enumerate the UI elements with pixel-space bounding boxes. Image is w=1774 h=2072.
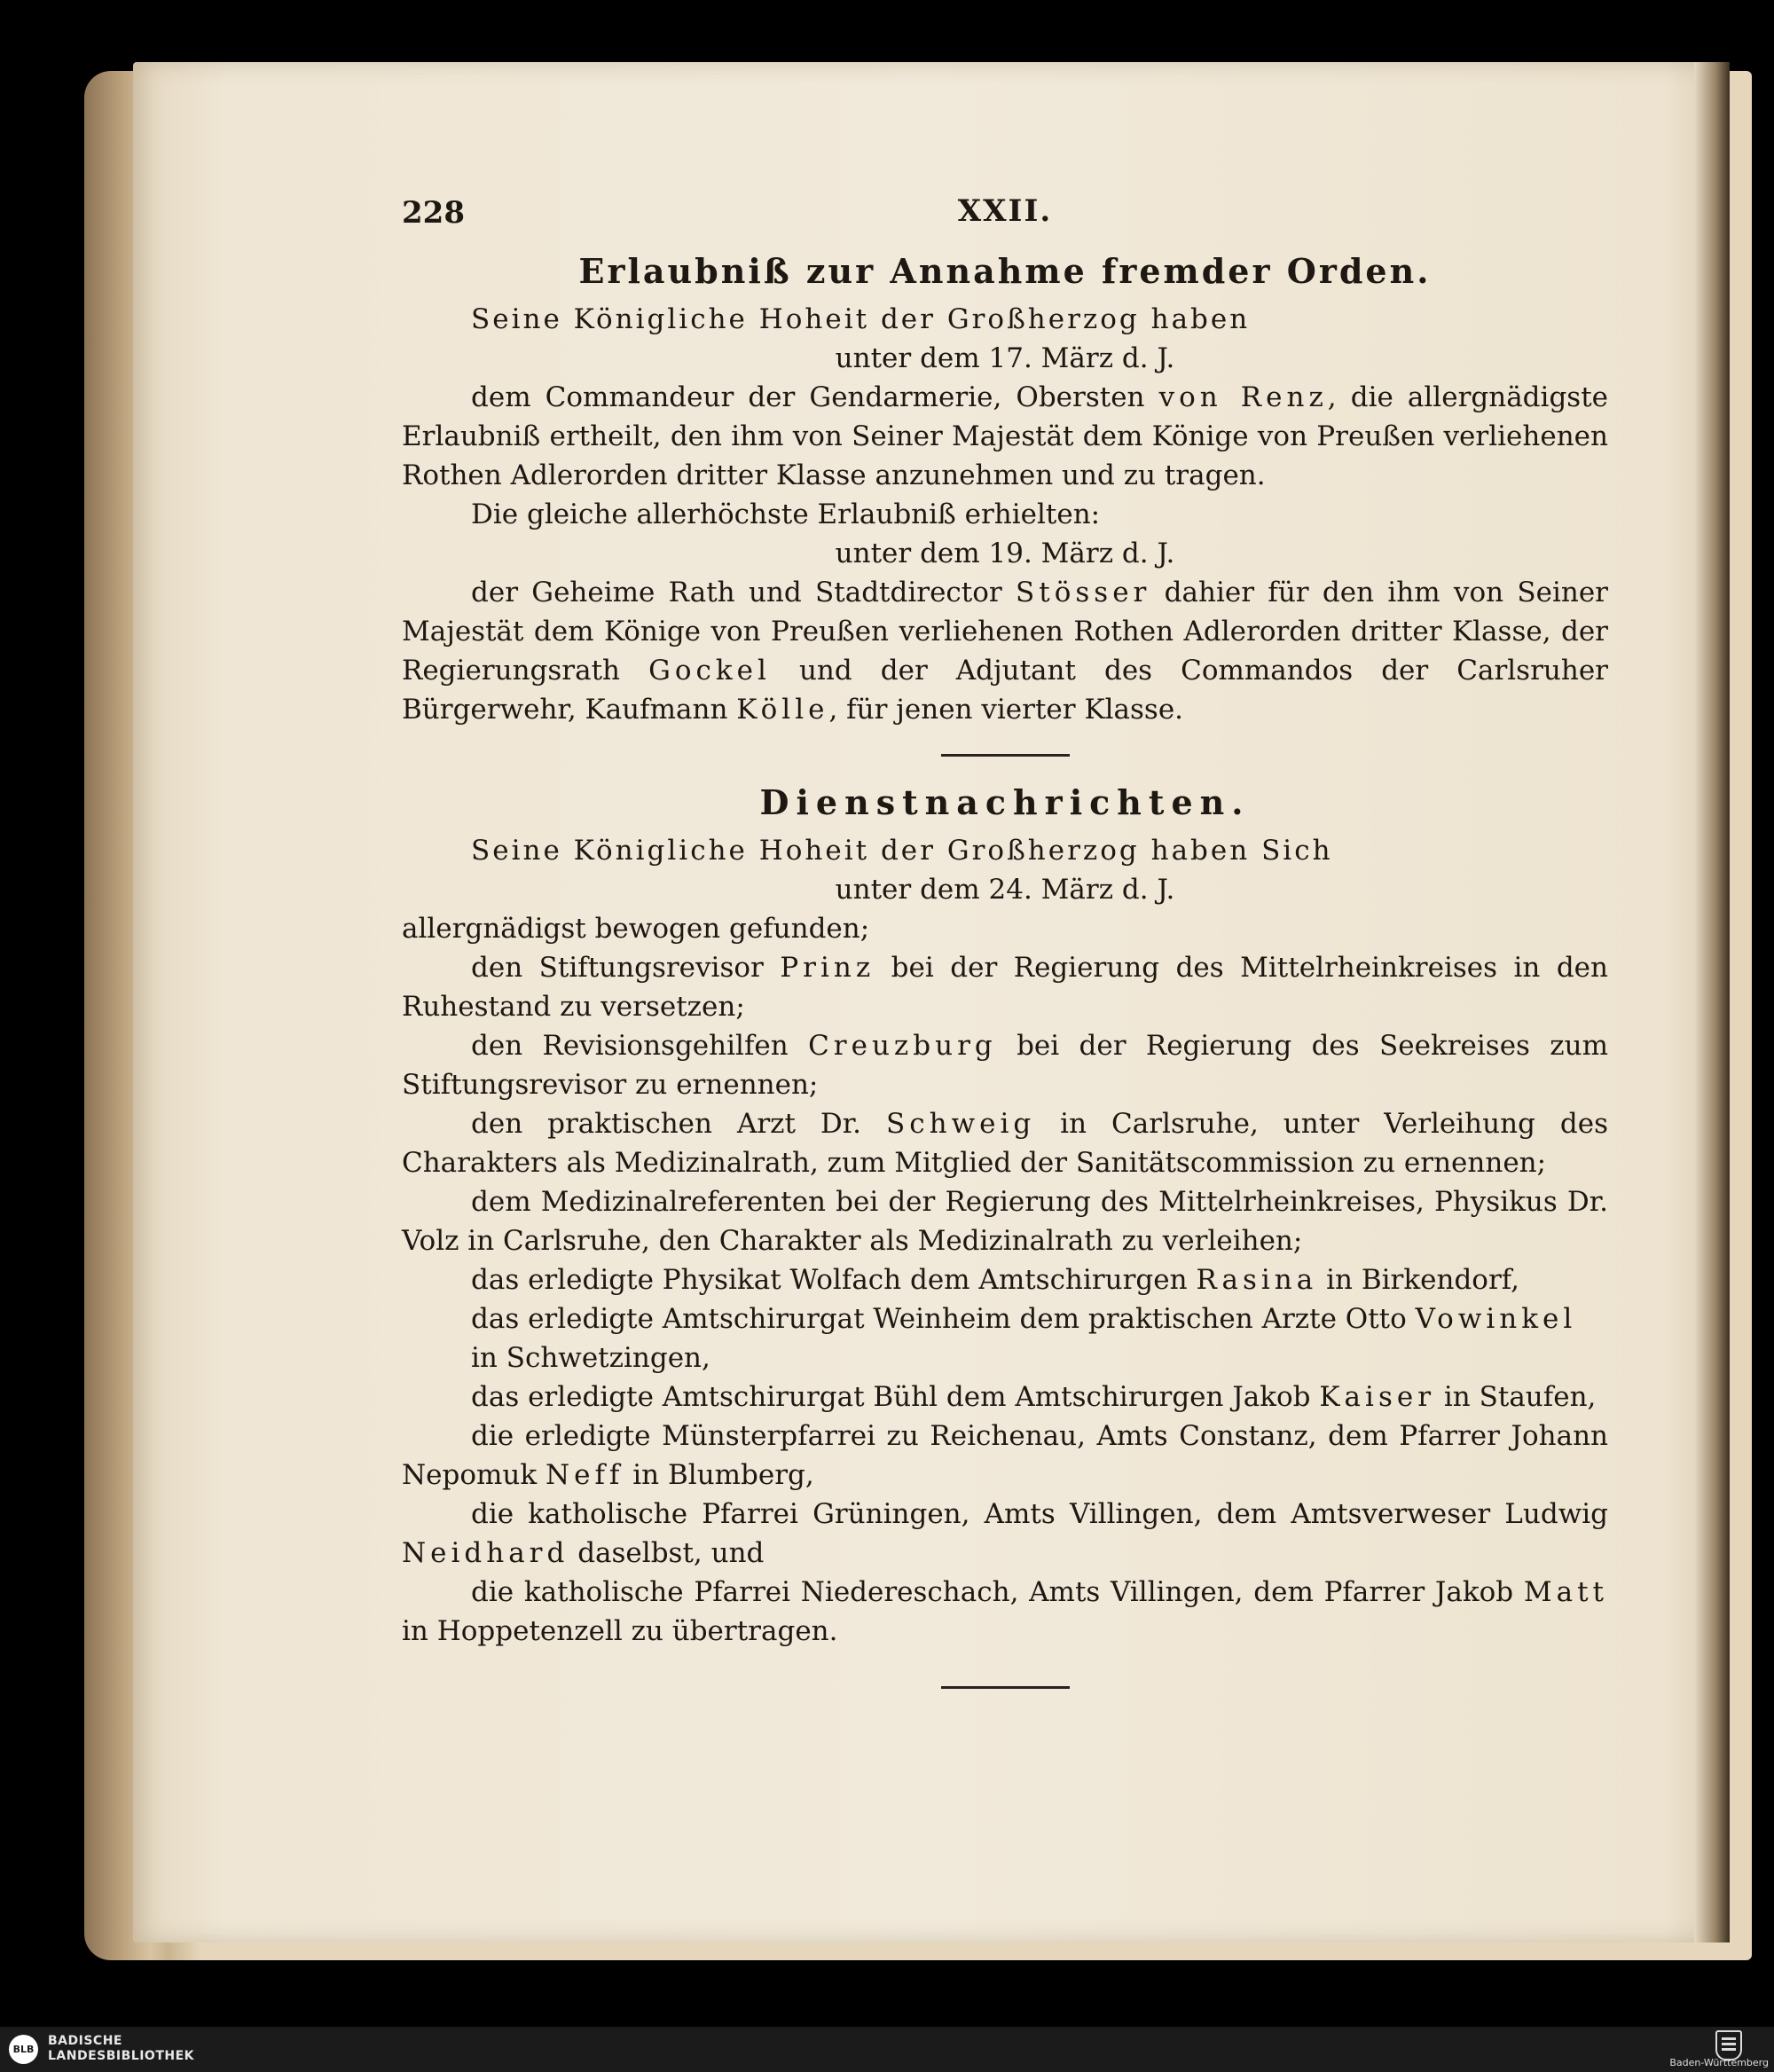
- person-name: Prinz: [780, 952, 875, 984]
- service-item-2: den Revisionsgehilfen Creuzburg bei der Regierung des Seekreises zum Stiftungsrevisor zu ernennen;: [402, 1030, 1608, 1101]
- person-name: Gockel: [648, 655, 771, 687]
- page-header: [402, 184, 1608, 238]
- service-item-5: das erledigte Physikat Wolfach dem Amtschirurgen Rasina in Birkendorf,: [471, 1264, 1519, 1296]
- service-item-1: den Stiftungsrevisor Prinz bei der Regierung des Mittelrheinkreises in den Ruhestand zu versetzen;: [402, 952, 1608, 1023]
- issue-number: XXII.: [957, 193, 1053, 229]
- person-name: Stösser: [1016, 577, 1151, 608]
- person-name: Schweig: [886, 1108, 1036, 1140]
- person-name: Neff: [545, 1459, 624, 1491]
- page-number: 228: [402, 195, 465, 231]
- section-title-service: Dienstnachrichten.: [759, 782, 1251, 822]
- service-item-4: dem Medizinalreferenten bei der Regierung des Mittelrheinkreises, Physikus Dr. Volz in Carlsruhe, den Charakter als Medizinalrath zu verleihen;: [402, 1186, 1608, 1257]
- service-item-8: die erledigte Münsterpfarrei zu Reichenau, Amts Constanz, dem Pfarrer Johann Nepomuk Neff in Blumberg,: [402, 1420, 1608, 1491]
- service-item-9: die katholische Pfarrei Grüningen, Amts Villingen, dem Amtsverweser Ludwig Neidhard daselbst, und: [402, 1498, 1608, 1569]
- section2-lead: Seine Königliche Hoheit der Großherzog haben Sich: [471, 835, 1333, 867]
- coat-of-arms-icon[interactable]: [1715, 2030, 1742, 2060]
- service-item-6: das erledigte Amtschirurgat Weinheim dem praktischen Arzte Otto Vowinkel in Schwetzingen,: [471, 1303, 1577, 1374]
- state-name: Baden-Württemberg: [1669, 2057, 1769, 2068]
- blb-logo-icon[interactable]: BLB: [9, 2035, 38, 2064]
- section-title-orders: Erlaubniß zur Annahme fremder Orden.: [578, 251, 1432, 291]
- person-name: von Renz: [1158, 381, 1328, 413]
- person-name: Matt: [1523, 1576, 1608, 1608]
- person-name: Rasina: [1196, 1264, 1318, 1296]
- page-spine: [1694, 62, 1730, 1942]
- service-item-3: den praktischen Arzt Dr. Schweig in Carlsruhe, unter Verleihung des Charakters als Medizinalrath, zum Mitglied der Sanitätscommission zu ernennen;: [402, 1108, 1608, 1179]
- section2-intro: allergnädigst bewogen gefunden;: [402, 913, 870, 945]
- viewer-footer-bar: [0, 2027, 1774, 2072]
- page-text: [402, 184, 1608, 1715]
- person-name: Vowinkel: [1415, 1303, 1577, 1335]
- section1-paragraph2: Die gleiche allerhöchste Erlaubniß erhielten:: [471, 498, 1101, 530]
- service-item-7: das erledigte Amtschirurgat Bühl dem Amtschirurgen Jakob Kaiser in Staufen,: [471, 1381, 1597, 1413]
- end-divider: [941, 1686, 1070, 1689]
- person-name: Kaiser: [1319, 1381, 1436, 1413]
- section-divider: [941, 754, 1070, 757]
- section1-paragraph1: dem Commandeur der Gendarmerie, Obersten von Renz, die allergnädigste Erlaubniß ertheilt, den ihm von Seiner Majestät dem Könige von Preußen verliehenen Rothen Adlerorden dritter Klasse anzunehmen und zu tragen.: [402, 381, 1608, 491]
- section2-date: unter dem 24. März d. J.: [835, 874, 1175, 906]
- person-name: Creuzburg: [808, 1030, 997, 1062]
- section1-date1: unter dem 17. März d. J.: [835, 342, 1175, 374]
- section1-paragraph3: der Geheime Rath und Stadtdirector Stösser dahier für den ihm von Seiner Majestät dem Könige von Preußen verliehenen Rothen Adlerorden dritter Klasse, der Regierungsrath Gockel und der Adjutant des Commandos der Carlsruher Bürgerwehr, Kaufmann Kölle, für jenen vierter Klasse.: [402, 577, 1609, 726]
- person-name: Neidhard: [402, 1537, 569, 1569]
- service-item-10: die katholische Pfarrei Niedereschach, Amts Villingen, dem Pfarrer Jakob Matt in Hoppetenzell zu übertragen.: [402, 1576, 1608, 1647]
- person-name: Kölle: [736, 694, 829, 726]
- section1-lead: Seine Königliche Hoheit der Großherzog haben: [471, 303, 1251, 335]
- library-name[interactable]: BADISCHE LANDESBIBLIOTHEK: [48, 2034, 195, 2063]
- section1-date2: unter dem 19. März d. J.: [835, 538, 1175, 569]
